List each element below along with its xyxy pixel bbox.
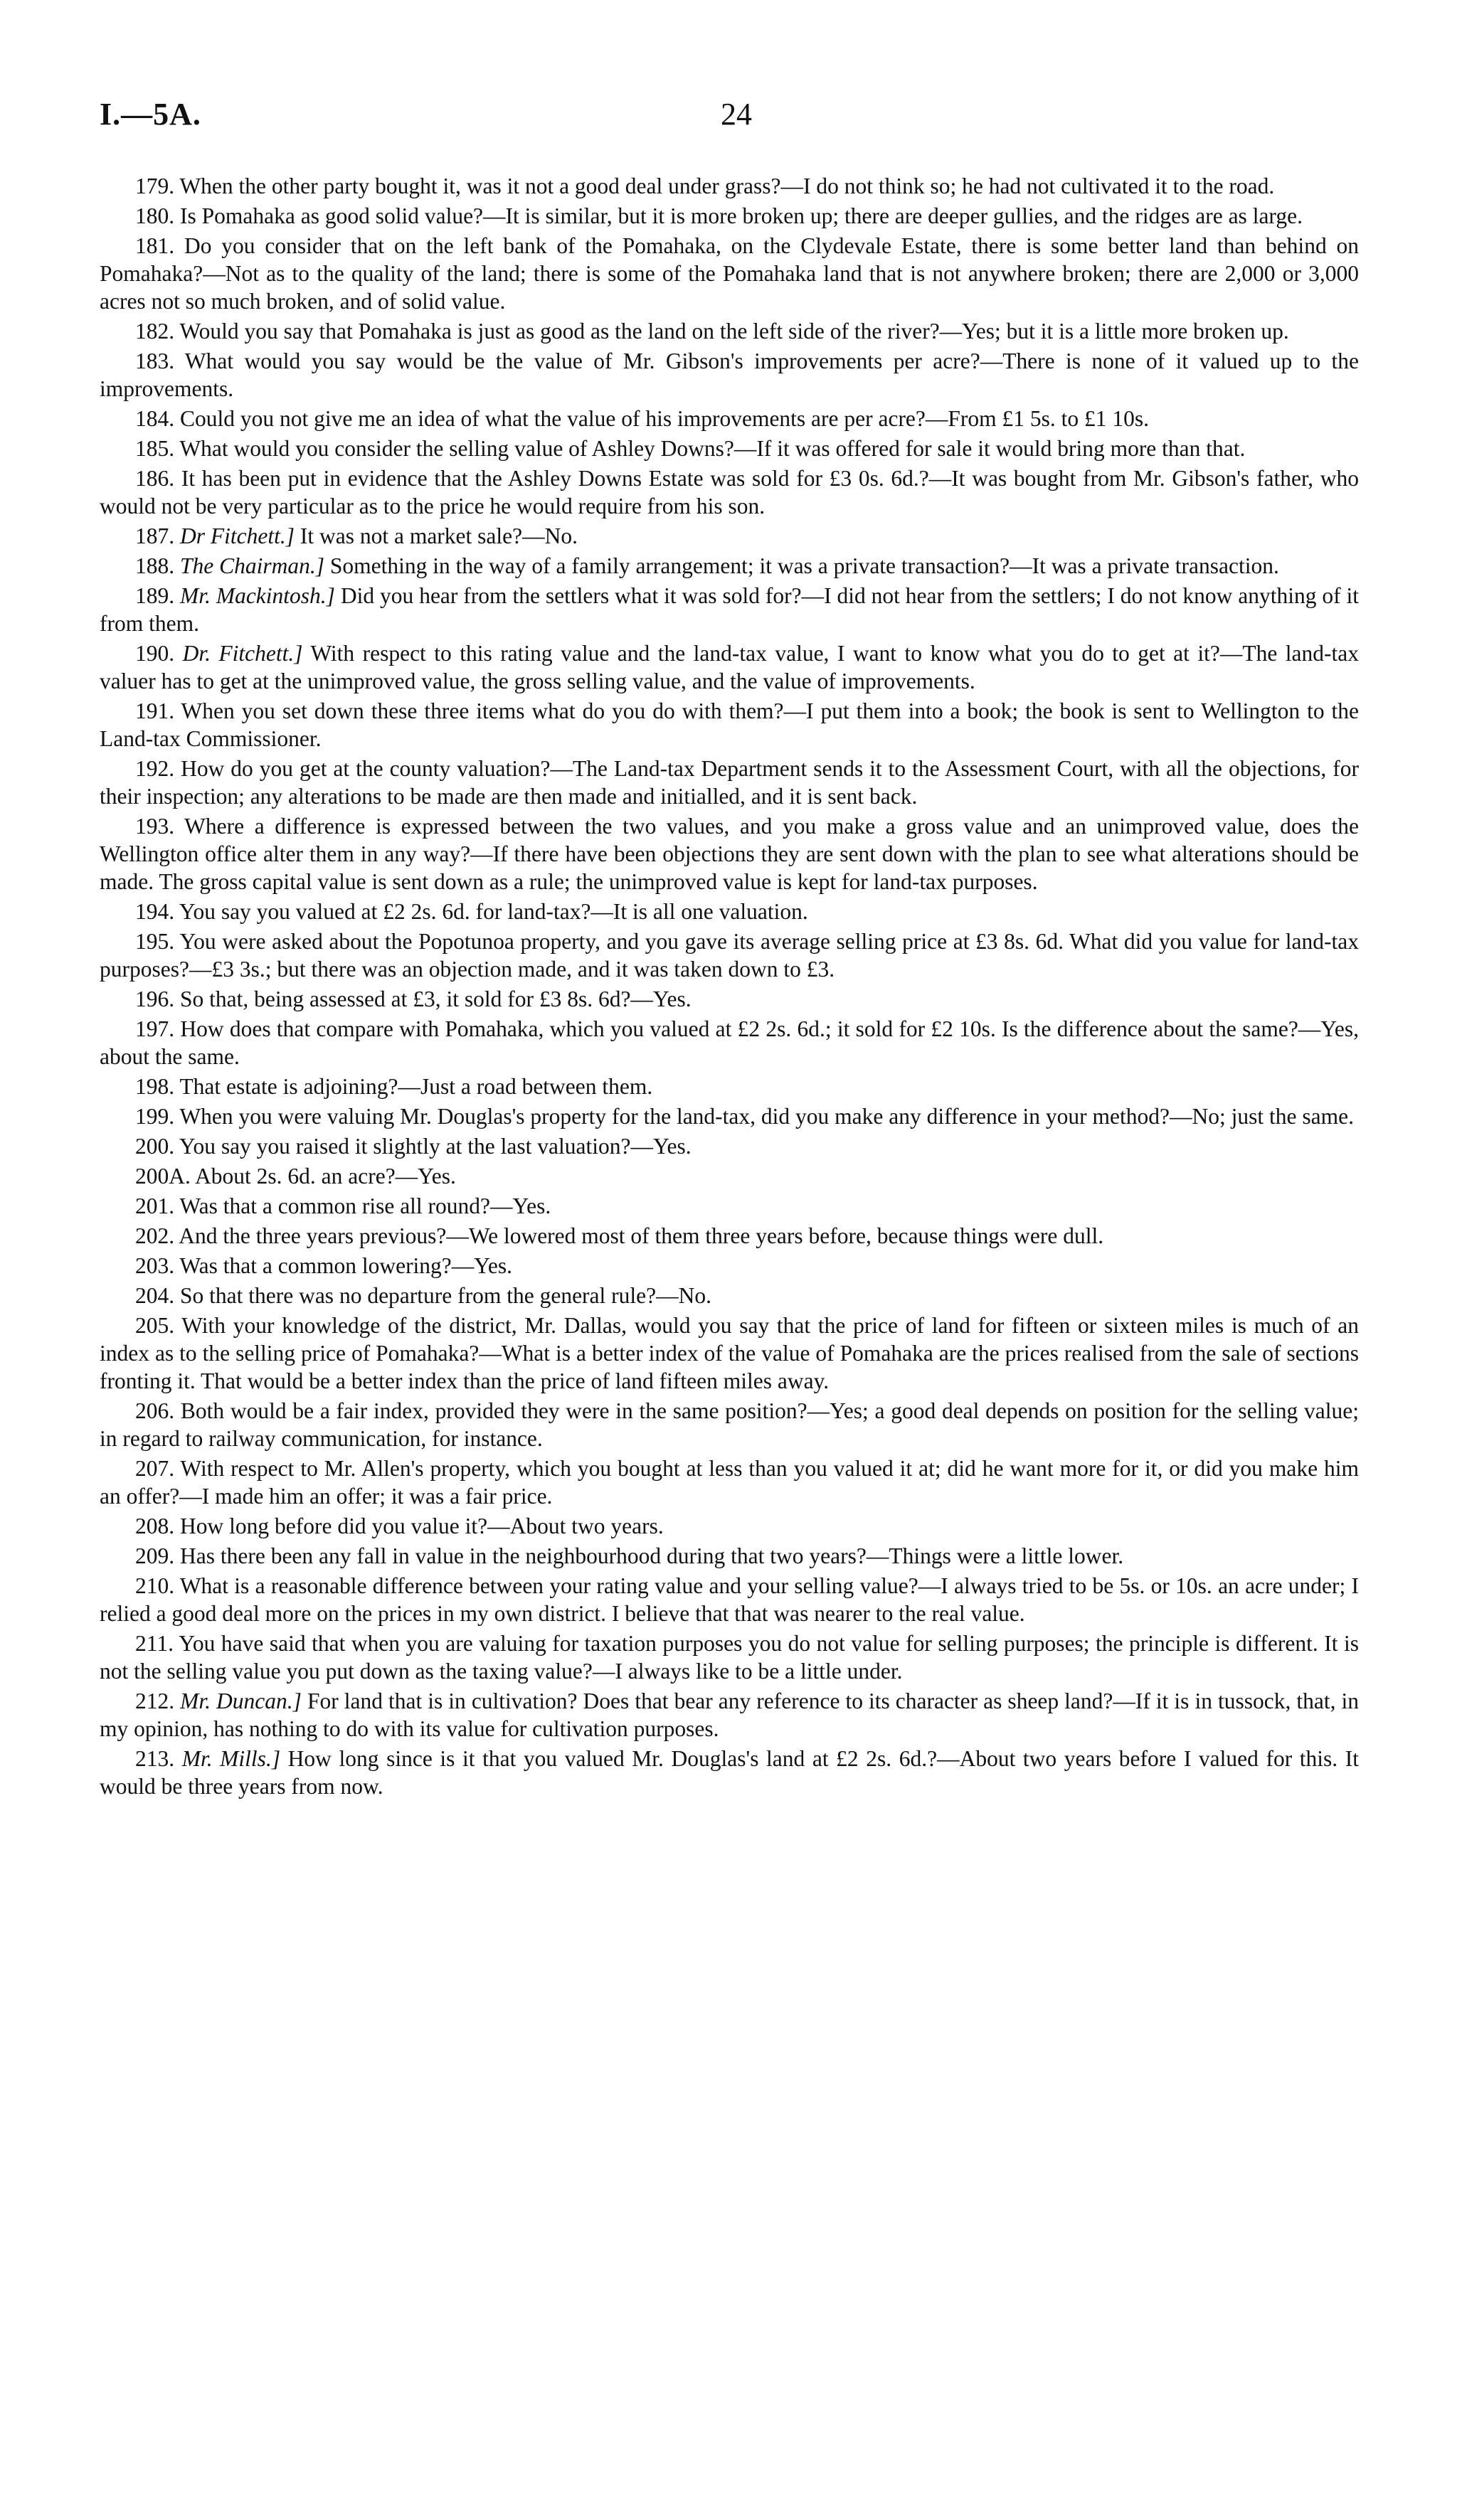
question-number: 194. — [135, 899, 175, 924]
question-number: 212. — [135, 1689, 175, 1713]
question-answer-text: With respect to this rating value and the land-tax value, I want to know what you do to get at it?—The land-tax valuer has to get at the unimproved value, the gross selling value, and the value of improvements. — [100, 641, 1359, 693]
question-answer-text: Both would be a fair index, provided they were in the same position?—Yes; a good deal depends on position for the selling value; in regard to railway communication, for instance. — [100, 1398, 1360, 1451]
question-number: 185. — [135, 436, 175, 461]
question-answer-text: Something in the way of a family arrangement; it was a private transaction?—It was a private transaction. — [329, 553, 1279, 578]
testimony-paragraph — [100, 1397, 1359, 1452]
question-answer-text: You say you valued at £2 2s. 6d. for land-tax?—It is all one valuation. — [179, 899, 808, 924]
testimony-paragraph — [100, 812, 1359, 895]
testimony-paragraph — [100, 1455, 1359, 1510]
question-number: 197. — [135, 1016, 175, 1041]
question-number: 190. — [135, 641, 175, 666]
question-answer-text: What is a reasonable difference between your rating value and your selling value?—I always tried to be 5s. or 10s. an acre under; I relied a good deal more on the prices in my own district. I believe that that was nearer to the real value. — [100, 1573, 1359, 1626]
question-number: 187. — [135, 523, 175, 548]
testimony-paragraph — [100, 1512, 1359, 1540]
question-number: 195. — [135, 929, 175, 954]
question-answer-text: Was that a common lowering?—Yes. — [179, 1253, 513, 1278]
question-answer-text: Has there been any fall in value in the neighbourhood during that two years?—Things were a little lower. — [180, 1543, 1124, 1568]
testimony-paragraph — [100, 1222, 1359, 1250]
testimony-paragraph — [100, 1687, 1359, 1743]
question-answer-text: You say you raised it slightly at the last valuation?—Yes. — [179, 1134, 692, 1159]
question-answer-text: With your knowledge of the district, Mr. Dallas, would you say that the price of land for fifteen or sixteen miles is much of an index as to the selling price of Pomahaka?—What is a better index of the value of Pomahaka are the prices realised from the sale of sections fronting it. That would be a better index than the price of land fifteen miles away. — [100, 1313, 1359, 1393]
question-answer-text: When the other party bought it, was it not a good deal under grass?—I do not think so; he had not cultivated it to the road. — [179, 174, 1275, 198]
question-answer-text: Did you hear from the settlers what it was sold for?—I did not hear from the settlers; I do not know anything of it from them. — [100, 583, 1360, 636]
question-number: 200. — [135, 1134, 175, 1159]
question-answer-text: Do you consider that on the left bank of the Pomahaka, on the Clydevale Estate, there is some better land than behind on Pomahaka?—Not as to the quality of the land; there is some of the Pomahaka land that is not anywhere broken; there are 2,000 or 3,000 acres not so much broken, and of solid value. — [100, 233, 1360, 314]
question-answer-text: What would you consider the selling value of Ashley Downs?—If it was offered for sale it would bring more than that. — [179, 436, 1246, 461]
question-answer-text: How do you get at the county valuation?—The Land-tax Department sends it to the Assessment Court, with all the objections, for their inspection; any alterations to be made are then made and initialled, and it is sent back. — [100, 756, 1360, 809]
testimony-paragraph — [100, 1073, 1359, 1100]
testimony-paragraph — [100, 1015, 1359, 1070]
testimony-paragraph — [100, 347, 1359, 403]
question-number: 213. — [135, 1746, 175, 1771]
question-number: 182. — [135, 319, 175, 344]
testimony-paragraph — [100, 1572, 1359, 1627]
testimony-paragraph — [100, 405, 1359, 432]
question-answer-text: How does that compare with Pomahaka, which you valued at £2 2s. 6d.; it sold for £2 10s. Is the difference about the same?—Yes, about the same. — [100, 1016, 1360, 1069]
question-number: 200A. — [135, 1164, 191, 1189]
testimony-paragraph — [100, 1542, 1359, 1570]
testimony-paragraph — [100, 317, 1359, 345]
testimony-paragraph — [100, 1745, 1359, 1800]
testimony-paragraph — [100, 697, 1359, 753]
question-answer-text: When you set down these three items what do you do with them?—I put them into a book; the book is sent to Wellington to the Land-tax Commissioner. — [100, 698, 1359, 751]
page-header — [100, 96, 1373, 139]
question-number: 196. — [135, 987, 175, 1011]
question-number: 181. — [135, 233, 175, 258]
testimony-paragraph — [100, 1282, 1359, 1309]
question-number: 208. — [135, 1514, 175, 1538]
question-number: 191. — [135, 698, 175, 723]
speaker-name: Dr Fitchett.] — [180, 523, 295, 548]
speaker-name: The Chairman.] — [180, 553, 325, 578]
question-number: 204. — [135, 1283, 175, 1308]
question-number: 186. — [135, 466, 175, 491]
question-answer-text: It has been put in evidence that the Ashley Downs Estate was sold for £3 0s. 6d.?—It was bought from Mr. Gibson's father, who would not be very particular as to the price he would require from his son. — [100, 466, 1359, 519]
testimony-paragraph — [100, 1192, 1359, 1220]
question-number: 201. — [135, 1193, 175, 1218]
testimony-paragraph — [100, 1162, 1359, 1190]
question-number: 183. — [135, 349, 175, 373]
testimony-paragraph — [100, 898, 1359, 925]
question-answer-text: And the three years previous?—We lowered most of them three years before, because things were dull. — [179, 1223, 1104, 1248]
question-number: 206. — [135, 1398, 175, 1423]
question-answer-text: When you were valuing Mr. Douglas's property for the land-tax, did you make any difference in your method?—No; just the same. — [179, 1104, 1354, 1129]
question-answer-text: You have said that when you are valuing for taxation purposes you do not value for selling purposes; the principle is different. It is not the selling value you put down as the taxing value?—I always like to be a little under. — [100, 1631, 1359, 1684]
question-number: 209. — [135, 1543, 175, 1568]
question-answer-text: Could you not give me an idea of what the value of his improvements are per acre?—From £1 5s. to £1 10s. — [180, 406, 1150, 431]
question-answer-text: Was that a common rise all round?—Yes. — [179, 1193, 551, 1218]
testimony-paragraph — [100, 1252, 1359, 1280]
testimony-paragraph — [100, 927, 1359, 983]
question-answer-text: About 2s. 6d. an acre?—Yes. — [195, 1164, 456, 1189]
question-answer-text: So that there was no departure from the general rule?—No. — [180, 1283, 711, 1308]
question-number: 198. — [135, 1074, 175, 1099]
speaker-name: Dr. Fitchett.] — [182, 641, 303, 666]
testimony-paragraph — [100, 985, 1359, 1013]
question-answer-text: Where a difference is expressed between the two values, and you make a gross value and an unimproved value, does the Wellington office alter them in any way?—If there have been objections they are sent down with the plan to see what alterations should be made. The gross capital value is sent down as a rule; the unimproved value is kept for land-tax purposes. — [100, 814, 1359, 894]
testimony-paragraph — [100, 1132, 1359, 1160]
testimony-paragraph — [100, 1102, 1359, 1130]
question-answer-text: That estate is adjoining?—Just a road between them. — [179, 1074, 653, 1099]
question-number: 205. — [135, 1313, 175, 1338]
question-answer-text: With respect to Mr. Allen's property, which you bought at less than you valued it at; did he want more for it, or did you make him an offer?—I made him an offer; it was a fair price. — [100, 1456, 1360, 1509]
question-answer-text: How long since is it that you valued Mr. Douglas's land at £2 2s. 6d.?—About two years before I valued for this. It would be three years from now. — [100, 1746, 1359, 1799]
testimony-paragraph — [100, 639, 1359, 695]
question-answer-text: How long before did you value it?—About two years. — [180, 1514, 664, 1538]
question-number: 193. — [135, 814, 175, 839]
question-answer-text: So that, being assessed at £3, it sold for £3 8s. 6d?—Yes. — [180, 987, 692, 1011]
question-number: 184. — [135, 406, 175, 431]
testimony-paragraph — [100, 1630, 1359, 1685]
question-number: 189. — [135, 583, 175, 608]
question-number: 211. — [135, 1631, 174, 1656]
testimony-paragraph — [100, 1312, 1359, 1395]
document-reference: I.—5A. — [100, 97, 201, 132]
question-answer-text: Would you say that Pomahaka is just as good as the land on the left side of the river?—Yes; but it is a little more broken up. — [179, 319, 1289, 344]
document-body — [100, 172, 1360, 1802]
question-number: 188. — [135, 553, 175, 578]
testimony-paragraph — [100, 464, 1359, 520]
question-answer-text: It was not a market sale?—No. — [300, 523, 578, 548]
question-answer-text: For land that is in cultivation? Does that bear any reference to its character as sheep land?—If it is in tussock, that, in my opinion, has nothing to do with its value for cultivation purposes. — [100, 1689, 1360, 1741]
speaker-name: Mr. Mackintosh.] — [180, 583, 335, 608]
page-number: 24 — [721, 97, 752, 132]
testimony-paragraph — [100, 202, 1359, 230]
speaker-name: Mr. Mills.] — [181, 1746, 281, 1771]
testimony-paragraph — [100, 435, 1359, 462]
testimony-paragraph — [100, 755, 1359, 810]
question-number: 192. — [135, 756, 175, 781]
testimony-paragraph — [100, 582, 1359, 637]
question-number: 203. — [135, 1253, 175, 1278]
testimony-paragraph — [100, 232, 1359, 315]
question-answer-text: You were asked about the Popotunoa property, and you gave its average selling price at £3 8s. 6d. What did you value for land-tax purposes?—£3 3s.; but there was an objection made, and it was taken down to £3. — [100, 929, 1359, 982]
testimony-paragraph — [100, 552, 1359, 580]
question-number: 199. — [135, 1104, 175, 1129]
question-answer-text: Is Pomahaka as good solid value?—It is similar, but it is more broken up; there are deeper gullies, and the ridges are as large. — [180, 203, 1303, 228]
question-number: 202. — [135, 1223, 175, 1248]
question-number: 180. — [135, 203, 175, 228]
question-number: 179. — [135, 174, 175, 198]
question-number: 210. — [135, 1573, 175, 1598]
testimony-paragraph — [100, 172, 1359, 200]
question-number: 207. — [135, 1456, 175, 1481]
speaker-name: Mr. Duncan.] — [180, 1689, 302, 1713]
question-answer-text: What would you say would be the value of Mr. Gibson's improvements per acre?—There is none of it valued up to the improvements. — [100, 349, 1359, 401]
testimony-paragraph — [100, 522, 1359, 550]
